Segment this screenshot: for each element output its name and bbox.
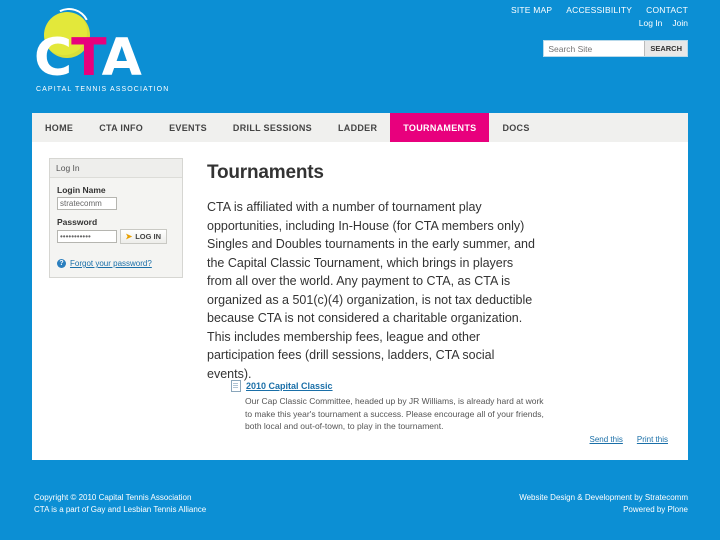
related-item-link[interactable]: 2010 Capital Classic (246, 381, 333, 391)
password-label: Password (57, 217, 98, 227)
nav-item-tournaments[interactable]: TOURNAMENTS (390, 113, 489, 142)
footer-powered-by: Powered by Plone (623, 505, 688, 514)
search-input[interactable] (544, 41, 644, 56)
forgot-password-row (57, 259, 175, 268)
join-link[interactable]: Join (672, 18, 688, 28)
login-name-label: Login Name (57, 185, 106, 195)
utility-links (511, 5, 688, 15)
nav-item-events[interactable]: EVENTS (169, 122, 207, 133)
auth-links (639, 18, 688, 28)
footer-affiliation: CTA is a part of Gay and Lesbian Tennis Alliance (34, 505, 207, 514)
login-portlet-header: Log In (50, 159, 182, 178)
logo-letter-t: T (71, 28, 102, 88)
log-in-button-label: LOG IN (135, 232, 162, 241)
document-icon (231, 380, 241, 392)
logo-letter-a: A (101, 28, 141, 88)
login-portlet-body (50, 178, 182, 277)
site-search (543, 40, 688, 57)
log-in-link[interactable]: Log In (638, 18, 663, 28)
nav-item-drill-sessions[interactable]: DRILL SESSIONS (232, 122, 312, 133)
login-name-input[interactable] (57, 197, 117, 210)
footer-credit: Website Design & Development by Stratecomm (519, 493, 688, 502)
article-body: CTA is affiliated with a number of tournament play opportunities, including In-House (for CTA members only) Singles and Doubles tournaments in the early summer, and the Capital Classic Tournament, which brings in players from all over the world. Any payment to CTA, as CTA is organized as a 501(c)(4) organization, is not tax deductible because CTA is not considered a charitable organization. This includes membership fees, league and other participation fees (drill sessions, ladders, CTA social events). (207, 200, 535, 381)
site-logo[interactable] (34, 10, 184, 100)
nav-item-cta-info[interactable]: CTA INFO (99, 122, 144, 133)
accessibility-link[interactable]: ACCESSIBILITY (566, 5, 633, 15)
logo-subtitle: CAPITAL TENNIS ASSOCIATION (36, 86, 170, 93)
related-item (231, 380, 551, 433)
related-item-title-row (231, 380, 551, 392)
nav-item-ladder[interactable]: LADDER (337, 122, 378, 133)
logo-letter-c: C (34, 28, 72, 88)
search-button[interactable]: SEARCH (644, 41, 687, 56)
nav-item-home[interactable]: HOME (45, 122, 74, 133)
arrow-right-icon: ➤ (125, 232, 133, 241)
login-portlet (49, 158, 183, 278)
password-input[interactable] (57, 230, 117, 243)
top-utility-bar (320, 0, 720, 70)
site-footer (0, 470, 720, 540)
contact-link[interactable]: CONTACT (646, 5, 688, 15)
log-in-button[interactable] (120, 229, 168, 244)
site-map-link[interactable]: SITE MAP (510, 5, 553, 15)
logo-wordmark (34, 28, 141, 88)
send-this-link[interactable]: Send this (589, 435, 623, 444)
article (207, 162, 537, 383)
forgot-password-link[interactable]: Forgot your password? (70, 259, 152, 268)
document-actions (590, 435, 668, 444)
footer-right (519, 492, 688, 516)
page-title: Tournaments (207, 162, 324, 183)
footer-left (34, 492, 206, 516)
main-navigation (32, 113, 688, 143)
content-area (32, 142, 688, 460)
help-icon: ? (57, 259, 66, 268)
footer-copyright: Copyright © 2010 Capital Tennis Association (34, 493, 192, 502)
nav-item-docs[interactable]: DOCS (502, 122, 530, 133)
related-item-description: Our Cap Classic Committee, headed up by JR Williams, is already hard at work to make this year's tournament a success. Please encourage all of your friends, both local and out-of-town, to play in the tournament. (245, 396, 544, 431)
print-this-link[interactable]: Print this (636, 435, 668, 444)
